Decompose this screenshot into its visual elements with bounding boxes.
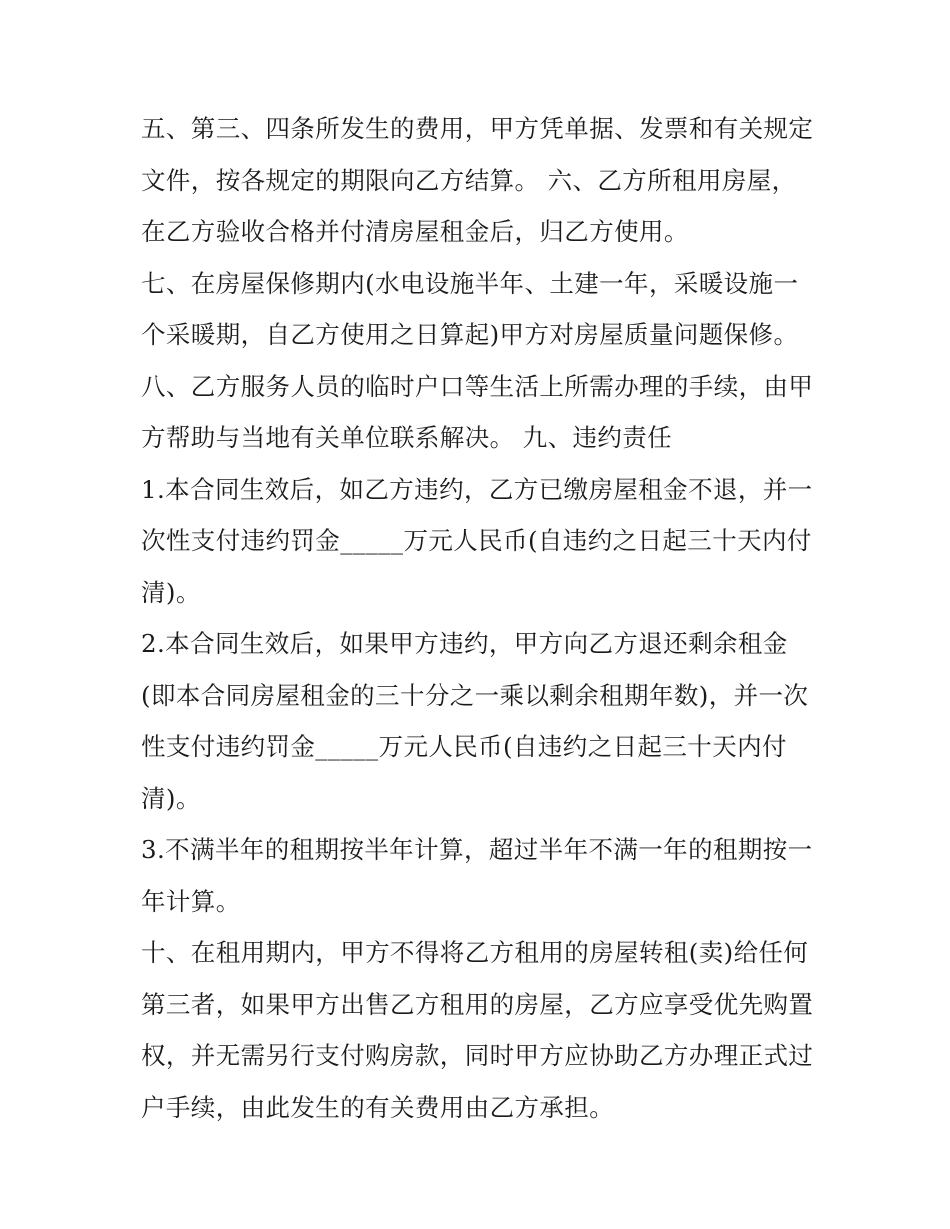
text-line: 十、在租用期内，甲方不得将乙方租用的房屋转租(卖)给任何 xyxy=(141,938,809,967)
text-line: 性支付违约罚金_____万元人民币(自违约之日起三十天内付 xyxy=(141,732,787,761)
text-line: 个采暖期，自乙方使用之日算起)甲方对房屋质量问题保修。 xyxy=(141,320,799,349)
text-line: 3.不满半年的租期按半年计算，超过半年不满一年的租期按一 xyxy=(141,835,813,864)
text-line: 年计算。 xyxy=(141,886,241,916)
text-line: 清)。 xyxy=(141,783,201,813)
text-line: 权，并无需另行支付购房款，同时甲方应协助乙方办理正式过 xyxy=(141,1041,814,1070)
text-line: (即本合同房屋租金的三十分之一乘以剩余租期年数)，并一次 xyxy=(141,680,809,710)
text-line: 八、乙方服务人员的临时户口等生活上所需办理的手续，由甲 xyxy=(141,371,814,401)
text-line: 第三者，如果甲方出售乙方租用的房屋，乙方应享受优先购置 xyxy=(141,989,814,1019)
text-line: 清)。 xyxy=(141,577,201,607)
text-line: 文件，按各规定的期限向乙方结算。 六、乙方所租用房屋， xyxy=(141,165,797,195)
text-line: 五、第三、四条所发生的费用，甲方凭单据、发票和有关规定 xyxy=(141,114,814,143)
text-line: 户手续，由此发生的有关费用由乙方承担。 xyxy=(141,1092,615,1122)
text-line: 次性支付违约罚金_____万元人民币(自违约之日起三十天内付 xyxy=(141,526,812,555)
document-body xyxy=(141,103,821,1133)
text-line: 2.本合同生效后，如果甲方违约，甲方向乙方退还剩余租金 xyxy=(141,629,788,658)
text-line: 在乙方验收合格并付清房屋租金后，归乙方使用。 xyxy=(141,217,689,246)
text-line: 方帮助与当地有关单位联系解决。 九、违约责任 xyxy=(141,423,673,452)
text-line: 1.本合同生效后，如乙方违约，乙方已缴房屋租金不退，并一 xyxy=(141,474,813,504)
text-line: 七、在房屋保修期内(水电设施半年、土建一年，采暖设施一 xyxy=(141,268,799,298)
